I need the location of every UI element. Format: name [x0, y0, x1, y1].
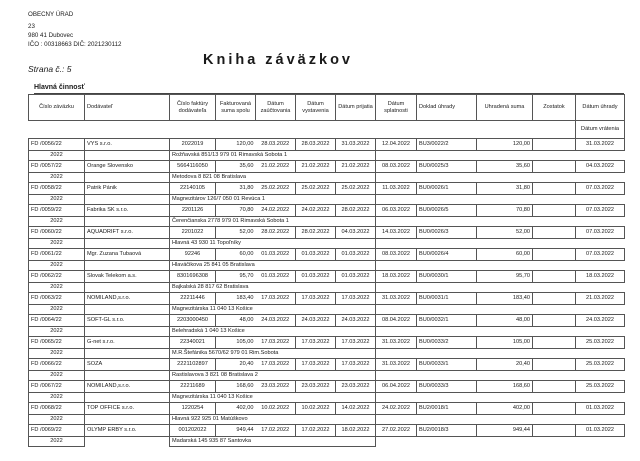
remaining-balance	[533, 381, 576, 393]
supplier-name: Slovak Telekom a.s.	[85, 271, 170, 283]
invoice-number: 001202022	[170, 425, 216, 437]
invoice-number: 22211689	[170, 381, 216, 393]
paid-amount: 168,60	[477, 381, 533, 393]
paid-amount: 20,40	[477, 359, 533, 371]
payment-document: BU2/0018/3	[417, 425, 477, 437]
date-booked: 17.02.2022	[256, 425, 296, 437]
date-received: 01.03.2022	[336, 249, 376, 261]
col-prijatia: Dátum prijatia	[336, 95, 376, 121]
paid-amount: 60,00	[477, 249, 533, 261]
office-name: OBECNY ÚRAD	[28, 11, 74, 18]
invoice-amount: 168,60	[216, 381, 256, 393]
col-doklad: Doklad úhrady	[417, 95, 477, 121]
entry-number: FD /0056/22	[29, 139, 85, 151]
remaining-balance	[533, 337, 576, 349]
entry-year: 2022	[29, 239, 85, 249]
entry-number: FD /0063/22	[29, 293, 85, 305]
paid-amount: 48,00	[477, 315, 533, 327]
table-header	[29, 95, 625, 139]
date-booked: 01.03.2022	[256, 249, 296, 261]
invoice-amount: 402,00	[216, 403, 256, 415]
payment-document: BU2/0018/1	[417, 403, 477, 415]
table-row	[29, 183, 625, 195]
supplier-address: Hlavná 43 930 11 Topoľníky	[170, 239, 376, 249]
date-booked: 17.03.2022	[256, 293, 296, 305]
entry-number: FD /0066/22	[29, 359, 85, 371]
date-due: 14.03.2022	[376, 227, 417, 239]
invoice-amount: 60,00	[216, 249, 256, 261]
entry-year: 2022	[29, 393, 85, 403]
table-row-sub	[29, 415, 625, 425]
page-title: Kniha záväzkov	[203, 52, 353, 68]
payment-document: BU0/0026/3	[417, 227, 477, 239]
remaining-balance	[533, 315, 576, 327]
date-due: 06.04.2022	[376, 381, 417, 393]
entry-number: FD /0062/22	[29, 271, 85, 283]
date-paid: 07.03.2022	[576, 205, 625, 217]
payment-document: BU0/0026/1	[417, 183, 477, 195]
table-row-sub	[29, 173, 625, 183]
invoice-amount: 31,80	[216, 183, 256, 195]
supplier-address: Madarská 145 935 87 Santovka	[170, 437, 376, 447]
entry-number: FD /0061/22	[29, 249, 85, 261]
entry-year: 2022	[29, 217, 85, 227]
supplier-address: Bajkalská 28 817 62 Bratislava	[170, 283, 376, 293]
table-row-sub	[29, 437, 625, 447]
supplier-address: Metodova 8 821 08 Bratislava	[170, 173, 376, 183]
date-paid: 07.03.2022	[576, 183, 625, 195]
paid-amount: 402,00	[477, 403, 533, 415]
table-row-sub	[29, 239, 625, 249]
date-issued: 28.03.2022	[296, 139, 336, 151]
supplier-name: OLYMP ERBY s.r.o.	[85, 425, 170, 437]
invoice-amount: 949,44	[216, 425, 256, 437]
entry-number: FD /0058/22	[29, 183, 85, 195]
invoice-amount: 48,00	[216, 315, 256, 327]
date-received: 01.03.2022	[336, 271, 376, 283]
invoice-amount: 120,00	[216, 139, 256, 151]
date-issued: 25.02.2022	[296, 183, 336, 195]
remaining-balance	[533, 139, 576, 151]
table-row	[29, 139, 625, 151]
col-vratenia: Dátum vrátenia	[576, 121, 625, 139]
entry-year: 2022	[29, 195, 85, 205]
supplier-name: Patrik Pánik	[85, 183, 170, 195]
supplier-name: TOP OFFICE s.r.o.	[85, 403, 170, 415]
date-issued: 21.02.2022	[296, 161, 336, 173]
paid-amount: 70,80	[477, 205, 533, 217]
table-row	[29, 249, 625, 261]
date-booked: 24.03.2022	[256, 315, 296, 327]
remaining-balance	[533, 359, 576, 371]
invoice-amount: 20,40	[216, 359, 256, 371]
paid-amount: 31,80	[477, 183, 533, 195]
invoice-number: 22340021	[170, 337, 216, 349]
paid-amount: 52,00	[477, 227, 533, 239]
col-faktura: Číslo faktúry dodávateľa	[170, 95, 216, 121]
date-booked: 21.02.2022	[256, 161, 296, 173]
table-row	[29, 337, 625, 349]
remaining-balance	[533, 249, 576, 261]
col-dodavatel: Dodávateľ	[85, 95, 170, 121]
payment-document: BU0/0026/5	[417, 205, 477, 217]
invoice-number: 5664116050	[170, 161, 216, 173]
payment-document: BU0/0025/3	[417, 161, 477, 173]
date-paid: 07.03.2022	[576, 249, 625, 261]
date-paid: 01.03.2022	[576, 403, 625, 415]
supplier-name: AQUADRIFT s.r.o.	[85, 227, 170, 239]
date-issued: 17.02.2022	[296, 425, 336, 437]
payment-document: BU0/0032/1	[417, 315, 477, 327]
date-issued: 10.02.2022	[296, 403, 336, 415]
supplier-address: Hlaváčikova 25 841 05 Bratislava	[170, 261, 376, 271]
date-issued: 01.03.2022	[296, 249, 336, 261]
date-received: 14.02.2022	[336, 403, 376, 415]
entry-number: FD /0057/22	[29, 161, 85, 173]
date-due: 27.02.2022	[376, 425, 417, 437]
invoice-amount: 35,60	[216, 161, 256, 173]
date-received: 23.03.2022	[336, 381, 376, 393]
invoice-amount: 52,00	[216, 227, 256, 239]
col-zostatok: Zostatok	[533, 95, 576, 121]
supplier-name: SOZA	[85, 359, 170, 371]
col-cislo: Číslo záväzku	[29, 95, 85, 121]
date-issued: 24.02.2022	[296, 205, 336, 217]
date-due: 08.03.2022	[376, 161, 417, 173]
table-row-sub	[29, 151, 625, 161]
date-booked: 17.03.2022	[256, 359, 296, 371]
supplier-address: Magnezitárska 11 040 13 Košice	[170, 305, 376, 315]
date-due: 12.04.2022	[376, 139, 417, 151]
date-booked: 10.02.2022	[256, 403, 296, 415]
col-vystavenia: Dátum vystavenia	[296, 95, 336, 121]
invoice-amount: 105,00	[216, 337, 256, 349]
entry-number: FD /0064/22	[29, 315, 85, 327]
remaining-balance	[533, 403, 576, 415]
supplier-address: Rožňavská 851/13 979 01 Rimavská Sobota 1	[170, 151, 376, 161]
entry-year: 2022	[29, 371, 85, 381]
office-header	[28, 10, 121, 49]
table-row	[29, 293, 625, 305]
remaining-balance	[533, 205, 576, 217]
table-row-sub	[29, 305, 625, 315]
payment-document: BU0/0026/4	[417, 249, 477, 261]
date-received: 24.03.2022	[336, 315, 376, 327]
table-row-sub	[29, 371, 625, 381]
table-row-sub	[29, 283, 625, 293]
entry-year: 2022	[29, 261, 85, 271]
payment-document: BU3/0022/2	[417, 139, 477, 151]
date-issued: 23.03.2022	[296, 381, 336, 393]
date-received: 04.03.2022	[336, 227, 376, 239]
table-row-sub	[29, 349, 625, 359]
office-ids: IČO : 00318663 DIČ: 2021230112	[28, 41, 122, 48]
col-splatnosti: Dátum splatnosti	[376, 95, 417, 121]
supplier-address: M.R.Štefánika 5670/62 979 01 Rim.Sobota	[170, 349, 376, 359]
date-due: 18.03.2022	[376, 271, 417, 283]
entry-year: 2022	[29, 349, 85, 359]
supplier-address: Magnezitárska 11 040 13 Košice	[170, 393, 376, 403]
supplier-name: VYS s.r.o.	[85, 139, 170, 151]
entry-number: FD /0065/22	[29, 337, 85, 349]
supplier-name: G-net s.r.o.	[85, 337, 170, 349]
remaining-balance	[533, 161, 576, 173]
date-due: 08.04.2022	[376, 315, 417, 327]
entry-number: FD /0067/22	[29, 381, 85, 393]
date-due: 11.03.2022	[376, 183, 417, 195]
date-paid: 01.03.2022	[576, 425, 625, 437]
payment-document: BU0/0033/3	[417, 381, 477, 393]
entry-year: 2022	[29, 415, 85, 425]
date-received: 18.02.2022	[336, 425, 376, 437]
date-issued: 28.02.2022	[296, 227, 336, 239]
table-row	[29, 315, 625, 327]
invoice-number: 92246	[170, 249, 216, 261]
date-issued: 17.03.2022	[296, 293, 336, 305]
paid-amount: 949,44	[477, 425, 533, 437]
date-paid: 24.03.2022	[576, 315, 625, 327]
date-due: 08.03.2022	[376, 249, 417, 261]
paid-amount: 95,70	[477, 271, 533, 283]
date-issued: 01.03.2022	[296, 271, 336, 283]
date-paid: 07.03.2022	[576, 227, 625, 239]
payment-document: BU0/0033/1	[417, 359, 477, 371]
date-issued: 17.03.2022	[296, 359, 336, 371]
invoice-number: 8301696308	[170, 271, 216, 283]
table-row	[29, 227, 625, 239]
payment-document: BU0/0030/1	[417, 271, 477, 283]
supplier-address: Čerenčianska 2778 979 01 Rimavská Sobota 1	[170, 217, 376, 227]
date-issued: 17.03.2022	[296, 337, 336, 349]
supplier-name: NOMILAND,s.r.o.	[85, 293, 170, 305]
invoice-number: 2203000450	[170, 315, 216, 327]
date-due: 24.02.2022	[376, 403, 417, 415]
date-received: 17.03.2022	[336, 359, 376, 371]
date-received: 31.03.2022	[336, 139, 376, 151]
payment-document: BU0/0033/2	[417, 337, 477, 349]
entry-number: FD /0060/22	[29, 227, 85, 239]
col-uhradena: Uhradená suma	[477, 95, 533, 121]
table-row-sub	[29, 195, 625, 205]
date-booked: 17.03.2022	[256, 337, 296, 349]
date-due: 06.03.2022	[376, 205, 417, 217]
supplier-address: Hlavná 922 925 01 Matúškovo	[170, 415, 376, 425]
date-paid: 21.03.2022	[576, 293, 625, 305]
date-due: 31.03.2022	[376, 293, 417, 305]
supplier-address: Magnezitárov 126/7 050 01 Revúca 1	[170, 195, 376, 205]
invoice-number: 1220254	[170, 403, 216, 415]
date-booked: 25.02.2022	[256, 183, 296, 195]
remaining-balance	[533, 227, 576, 239]
date-booked: 28.03.2022	[256, 139, 296, 151]
col-suma: Fakturovaná suma spolu	[216, 95, 256, 121]
table-row	[29, 205, 625, 217]
entry-year: 2022	[29, 173, 85, 183]
supplier-address: Rastislavova 3 821 08 Bratislava 2	[170, 371, 376, 381]
date-paid: 25.03.2022	[576, 359, 625, 371]
entry-number: FD /0059/22	[29, 205, 85, 217]
invoice-amount: 183,40	[216, 293, 256, 305]
section-title: Hlavná činnosť	[34, 84, 85, 91]
remaining-balance	[533, 183, 576, 195]
date-due: 31.03.2022	[376, 359, 417, 371]
date-received: 25.02.2022	[336, 183, 376, 195]
date-received: 28.02.2022	[336, 205, 376, 217]
paid-amount: 105,00	[477, 337, 533, 349]
col-uhrady: Dátum úhrady	[576, 95, 625, 121]
table-row-sub	[29, 261, 625, 271]
supplier-name: Mgr. Zuzana Tubaová	[85, 249, 170, 261]
entry-year: 2022	[29, 305, 85, 315]
date-paid: 04.03.2022	[576, 161, 625, 173]
remaining-balance	[533, 293, 576, 305]
paid-amount: 35,60	[477, 161, 533, 173]
supplier-name: Fabrika SK s.r.o.	[85, 205, 170, 217]
entry-number: FD /0069/22	[29, 425, 85, 437]
entry-year: 2022	[29, 327, 85, 337]
liabilities-table	[28, 94, 625, 447]
invoice-number: 2221102897	[170, 359, 216, 371]
date-booked: 01.03.2022	[256, 271, 296, 283]
invoice-number: 22211446	[170, 293, 216, 305]
date-issued: 24.03.2022	[296, 315, 336, 327]
table-row	[29, 381, 625, 393]
date-booked: 28.02.2022	[256, 227, 296, 239]
date-paid: 25.03.2022	[576, 381, 625, 393]
col-zauctovania: Dátum zaúčtovania	[256, 95, 296, 121]
date-paid: 18.03.2022	[576, 271, 625, 283]
entry-year: 2022	[29, 283, 85, 293]
office-city: 980 41 Dubovec	[28, 32, 74, 39]
remaining-balance	[533, 425, 576, 437]
date-due: 31.03.2022	[376, 337, 417, 349]
supplier-address: Belehradská 1 040 13 Košice	[170, 327, 376, 337]
invoice-amount: 95,70	[216, 271, 256, 283]
supplier-name: SOFT-GL s.r.o.	[85, 315, 170, 327]
date-booked: 24.02.2022	[256, 205, 296, 217]
date-booked: 23.03.2022	[256, 381, 296, 393]
table-row-sub	[29, 393, 625, 403]
supplier-name: NOMILAND,s.r.o.	[85, 381, 170, 393]
date-received: 17.03.2022	[336, 337, 376, 349]
entry-year: 2022	[29, 437, 85, 447]
entry-year: 2022	[29, 151, 85, 161]
table-row-sub	[29, 217, 625, 227]
date-received: 21.02.2022	[336, 161, 376, 173]
table-body	[29, 139, 625, 447]
payment-document: BU0/0031/1	[417, 293, 477, 305]
table-row	[29, 425, 625, 437]
invoice-number: 2022019	[170, 139, 216, 151]
date-received: 17.03.2022	[336, 293, 376, 305]
table-row-sub	[29, 327, 625, 337]
paid-amount: 120,00	[477, 139, 533, 151]
invoice-number: 2201126	[170, 205, 216, 217]
invoice-number: 2201022	[170, 227, 216, 239]
date-paid: 25.03.2022	[576, 337, 625, 349]
invoice-number: 22140105	[170, 183, 216, 195]
invoice-amount: 70,80	[216, 205, 256, 217]
table-row	[29, 359, 625, 371]
office-number: 23	[28, 23, 35, 30]
table-row	[29, 403, 625, 415]
date-paid: 31.03.2022	[576, 139, 625, 151]
supplier-name: Orange Slovensko	[85, 161, 170, 173]
page-number: Strana č.: 5	[28, 64, 72, 74]
entry-number: FD /0068/22	[29, 403, 85, 415]
paid-amount: 183,40	[477, 293, 533, 305]
table-row	[29, 271, 625, 283]
table-row	[29, 161, 625, 173]
remaining-balance	[533, 271, 576, 283]
